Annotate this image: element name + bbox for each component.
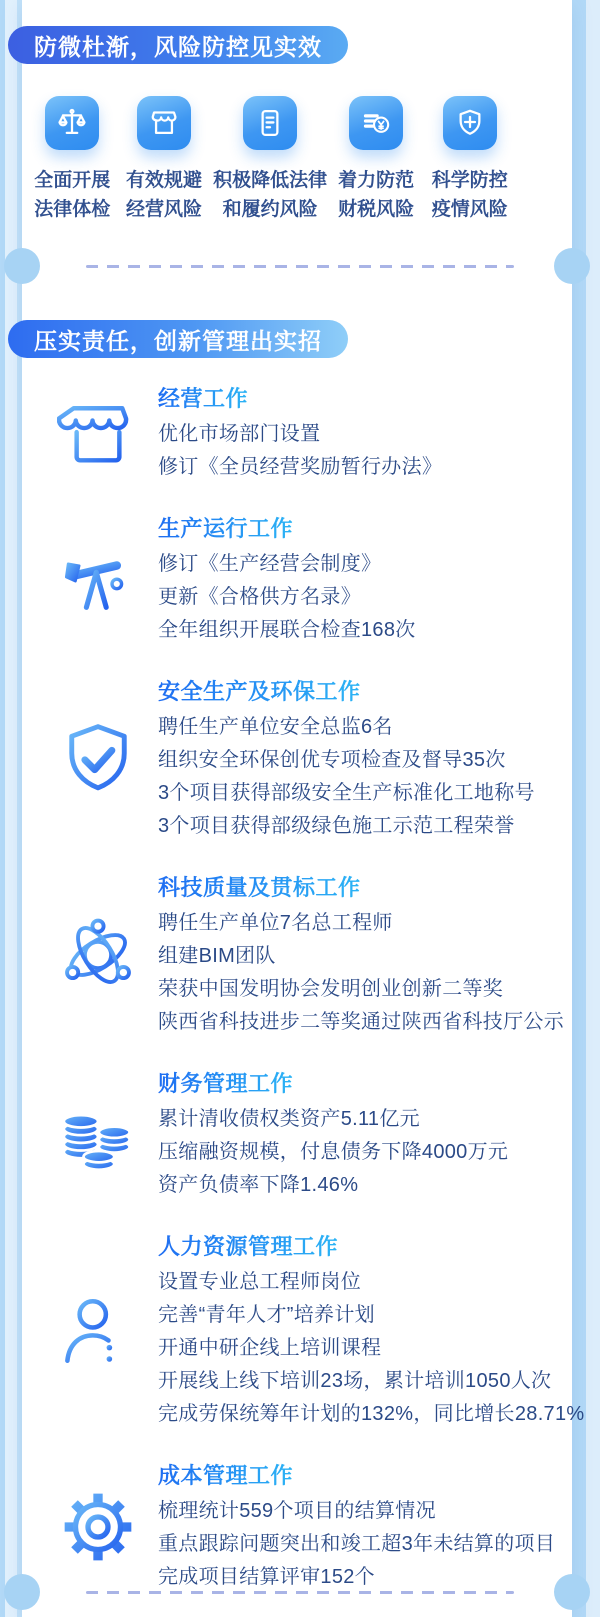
risk-icon-row: [26, 96, 518, 224]
block-heading: 生产运行工作: [158, 512, 293, 543]
detail-line: 优化市场部门设置: [158, 423, 321, 445]
detail-line: 累计清收债权类资产5.11亿元: [158, 1108, 420, 1130]
detail-line: 梳理统计559个项目的结算情况: [158, 1500, 436, 1522]
block-heading: 人力资源管理工作: [158, 1230, 338, 1261]
risk-label-line: 法律体检: [34, 199, 111, 220]
ticket-notch-right-top: [554, 248, 590, 284]
risk-label-line: 积极降低法律: [213, 170, 328, 191]
detail-line: 3个项目获得部级安全生产标准化工地称号: [158, 782, 535, 804]
ticket-notch-left-bottom: [4, 1574, 40, 1610]
detail-line: 开展线上线下培训23场，累计培训1050人次: [158, 1370, 552, 1392]
detail-line: 修订《全员经营奖励暂行办法》: [158, 456, 443, 478]
shield-check-icon: [38, 717, 158, 801]
detail-line: 聘任生产单位安全总监6名: [158, 716, 393, 738]
detail-line: 完成劳保统筹年计划的132%，同比增长28.71%: [158, 1403, 585, 1425]
left-gutter: [5, 0, 17, 1617]
detail-line: 荣获中国发明协会发明创业创新二等奖: [158, 978, 504, 1000]
risk-label-line: 着力防范: [338, 170, 415, 191]
storefront-icon: [137, 96, 191, 150]
atom-icon: [38, 913, 158, 997]
work-block-safety: [38, 675, 578, 843]
detail-line: 设置专业总工程师岗位: [158, 1271, 361, 1293]
detail-line: 资产负债率下降1.46%: [158, 1174, 359, 1196]
detail-line: 开通中研企线上培训课程: [158, 1337, 382, 1359]
detail-line: 陕西省科技进步二等奖通过陕西省科技厅公示: [158, 1011, 564, 1033]
money-yuan-icon: [349, 96, 403, 150]
risk-label-line: 有效规避: [125, 170, 202, 191]
dashed-divider-bottom: [86, 1591, 514, 1594]
block-heading: 安全生产及环保工作: [158, 675, 361, 706]
shield-plus-icon: [443, 96, 497, 150]
block-heading: 财务管理工作: [158, 1067, 293, 1098]
risk-item-business: [119, 96, 210, 224]
gear-icon: [38, 1487, 158, 1567]
work-block-finance: [38, 1067, 578, 1202]
management-section-title: 压实责任，创新管理出实招: [34, 327, 322, 354]
detail-line: 聘任生产单位7名总工程师: [158, 912, 393, 934]
risk-item-tax: [331, 96, 422, 224]
management-blocks: [38, 382, 585, 1594]
storefront-outline-icon: [38, 392, 158, 474]
risk-item-epidemic: [422, 96, 518, 224]
block-heading: 科技质量及贯标工作: [158, 871, 361, 902]
contract-document-icon: [243, 96, 297, 150]
risk-label-line: 经营风险: [125, 199, 202, 220]
block-heading: 经营工作: [158, 382, 248, 413]
detail-line: 重点跟踪问题突出和竣工超3年未结算的项目: [158, 1533, 556, 1555]
dashed-divider-top: [86, 265, 514, 268]
balance-scale-icon: [45, 96, 99, 150]
detail-line: 全年组织开展联合检查168次: [158, 619, 416, 641]
detail-line: 完善“青年人才”培养计划: [158, 1304, 375, 1326]
block-heading: 成本管理工作: [158, 1459, 293, 1490]
detail-line: 更新《合格供方名录》: [158, 586, 361, 608]
ticket-notch-left-top: [4, 248, 40, 284]
work-block-technology: [38, 871, 578, 1039]
oil-pump-icon: [38, 539, 158, 621]
risk-item-legal-checkup: [26, 96, 119, 224]
detail-line: 完成项目结算评审152个: [158, 1566, 375, 1588]
management-section-banner: [8, 320, 348, 358]
detail-line: 压缩融资规模，付息债务下降4000万元: [158, 1141, 509, 1163]
coins-icon: [38, 1094, 158, 1176]
work-block-operations: [38, 382, 578, 484]
risk-label-line: 疫情风险: [431, 199, 508, 220]
detail-line: 组建BIM团队: [158, 945, 276, 967]
risk-item-contract: [209, 96, 331, 224]
ticket-notch-right-bottom: [554, 1574, 590, 1610]
work-block-cost: [38, 1459, 578, 1594]
risk-label-line: 全面开展: [34, 170, 111, 191]
left-edge-band: [0, 0, 5, 1617]
work-block-hr: [38, 1230, 585, 1431]
risk-label-line: 科学防控: [431, 170, 508, 191]
person-list-icon: [38, 1289, 158, 1373]
risk-section-banner: [8, 26, 348, 64]
work-block-production: [38, 512, 578, 647]
detail-line: 3个项目获得部级绿色施工示范工程荣誉: [158, 815, 515, 837]
detail-line: 组织安全环保创优专项检查及督导35次: [158, 749, 506, 771]
risk-section-title: 防微杜渐，风险防控见实效: [34, 33, 322, 60]
risk-label-line: 和履约风险: [222, 199, 318, 220]
risk-label-line: 财税风险: [338, 199, 415, 220]
detail-line: 修订《生产经营会制度》: [158, 553, 382, 575]
right-gutter: [586, 0, 600, 1617]
